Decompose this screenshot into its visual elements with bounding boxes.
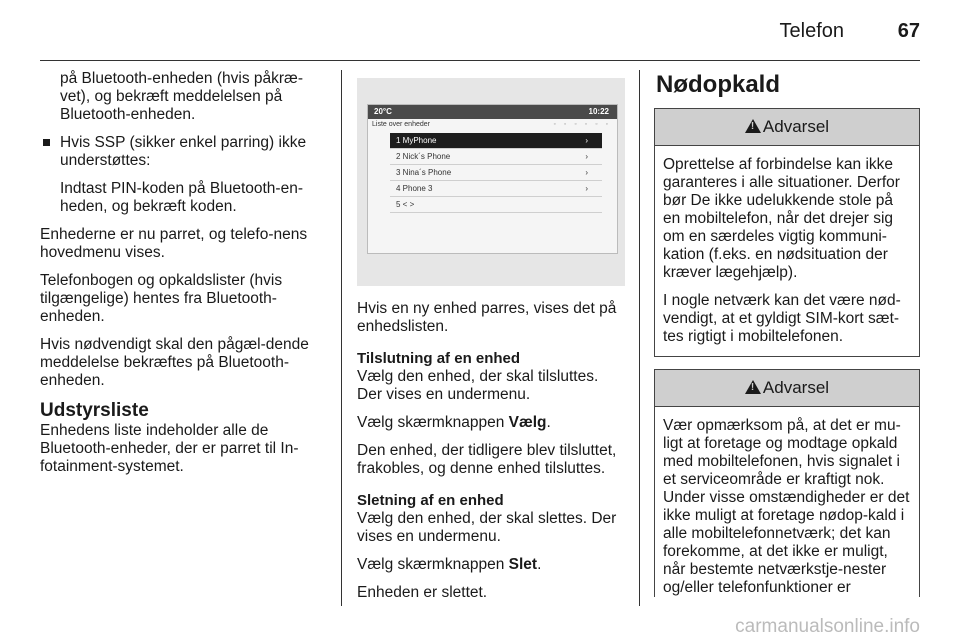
- text: Vælg den enhed, der skal tilsluttes. Der vises en undermenu.: [357, 368, 599, 403]
- text: Vælg skærmknappen: [357, 414, 509, 431]
- paragraph: Den enhed, der tidligere blev tilsluttet, frakobles, og denne enhed tilsluttes.: [357, 442, 617, 477]
- warning-body: [655, 146, 919, 346]
- device-list-title: Liste over enheder: [372, 121, 430, 128]
- device-label: 5 < >: [396, 200, 415, 209]
- paragraph: på Bluetooth-enheden (hvis påkræ-vet), og bekræft meddelelsen på Bluetooth-enheden.: [60, 70, 303, 123]
- image-caption: Hvis en ny enhed parres, vises det på enhedslisten.: [357, 300, 617, 335]
- clock: 10:22: [588, 107, 609, 116]
- chevron-right-icon: ›: [585, 184, 588, 193]
- paragraph: [357, 492, 625, 546]
- bold-text: Vælg: [508, 414, 547, 431]
- section-title-emergency: Nødopkald: [656, 71, 780, 98]
- paragraph: I nogle netværk kan det være nød-vendigt, at et gyldigt SIM-kort sæt-tes rigtigt i mobiltelefonen.: [663, 292, 901, 345]
- infotainment-screen: [367, 104, 618, 254]
- device-row[interactable]: [390, 133, 602, 149]
- warning-label: Advarsel: [762, 378, 830, 397]
- infotainment-screenshot: [357, 78, 625, 286]
- paragraph: [357, 556, 625, 574]
- paragraph: [357, 414, 625, 432]
- subheading-delete: Sletning af en enhed: [357, 492, 504, 509]
- device-label: 3 Nina´s Phone: [396, 168, 452, 177]
- subheading-connect: Tilslutning af en enhed: [357, 350, 521, 367]
- warning-box: [654, 369, 920, 597]
- screen-status-bar: [368, 105, 617, 119]
- device-row[interactable]: [390, 197, 602, 213]
- warning-body: [655, 407, 919, 597]
- temperature: 20°C: [374, 107, 392, 116]
- device-label: 4 Phone 3: [396, 184, 433, 193]
- text: .: [537, 556, 542, 573]
- header-rule: [40, 60, 920, 61]
- warning-box: [654, 108, 920, 357]
- chevron-right-icon: ›: [585, 152, 588, 161]
- device-row[interactable]: [390, 181, 602, 197]
- column-divider-1: [341, 70, 342, 606]
- device-label: 1 MyPhone: [396, 136, 437, 145]
- paragraph: Enhedens liste indeholder alle de Bluetooth-enheder, der er parret til In-fotainment-systemet.: [40, 422, 299, 475]
- status-icons: ◦ ◦ ◦ ◦ ◦ ◦: [553, 121, 611, 128]
- warning-label: Advarsel: [762, 117, 830, 136]
- warning-header: [655, 370, 919, 407]
- device-list: [390, 133, 602, 213]
- device-label: 2 Nick´s Phone: [396, 152, 451, 161]
- text: Vælg den enhed, der skal slettes. Der vises en undermenu.: [357, 510, 617, 545]
- warning-header: [655, 109, 919, 146]
- warning-triangle-icon: [745, 119, 761, 133]
- paragraph: Enhederne er nu parret, og telefo-nens hovedmenu vises.: [40, 226, 308, 261]
- text: Vælg skærmknappen: [357, 556, 509, 573]
- warning-triangle-icon: [745, 380, 761, 394]
- column-divider-2: [639, 70, 640, 606]
- chevron-right-icon: ›: [585, 136, 588, 145]
- device-row[interactable]: [390, 149, 602, 165]
- paragraph: Vær opmærksom på, at det er mu-ligt at foretage og modtage opkald med mobiltelefonen, hvis signalet i et serviceområde er kraftigt nok. Under visse omstændigheder er det ikke muligt at foretage nødop-kald i alle mobiltelefonnetværk; det kan forekomme, at det ikke er muligt, når bestemte netværkstje-nester og/eller telefonfunktioner er: [663, 417, 910, 596]
- page-header-title: Telefon: [779, 20, 844, 42]
- right-column: [654, 70, 920, 609]
- text: .: [546, 414, 551, 431]
- paragraph: Telefonbogen og opkaldslister (hvis tilgængelige) hentes fra Bluetooth-enheden.: [40, 272, 283, 325]
- section-heading-equipment: Udstyrsliste: [40, 400, 149, 421]
- bullet-text: Hvis SSP (sikker enkel parring) ikke understøttes:: [60, 134, 307, 169]
- page-number: 67: [897, 20, 920, 42]
- paragraph: Hvis nødvendigt skal den pågæl-dende meddelelse bekræftes på Bluetooth-enheden.: [40, 336, 309, 389]
- paragraph: Enheden er slettet.: [357, 584, 488, 601]
- left-column: [40, 70, 326, 486]
- bullet-subtext: Indtast PIN-koden på Bluetooth-en-heden, og bekræft koden.: [60, 180, 303, 215]
- screen-subheader: [368, 119, 617, 131]
- middle-column: [357, 300, 625, 612]
- bullet-item: [40, 134, 326, 170]
- bold-text: Slet: [508, 556, 538, 573]
- bullet-square-icon: [43, 139, 50, 146]
- chevron-right-icon: ›: [585, 168, 588, 177]
- device-row[interactable]: [390, 165, 602, 181]
- paragraph: Oprettelse af forbindelse kan ikke garanteres i alle situationer. Derfor bør De ikke udelukkende stole på en mobiltelefon, når det drejer sig om en særdeles vigtig kommuni-kation (f.eks. en nødsituation der kræver lægehjælp).: [663, 156, 900, 281]
- paragraph: [357, 350, 625, 404]
- watermark: carmanualsonline.info: [735, 616, 920, 637]
